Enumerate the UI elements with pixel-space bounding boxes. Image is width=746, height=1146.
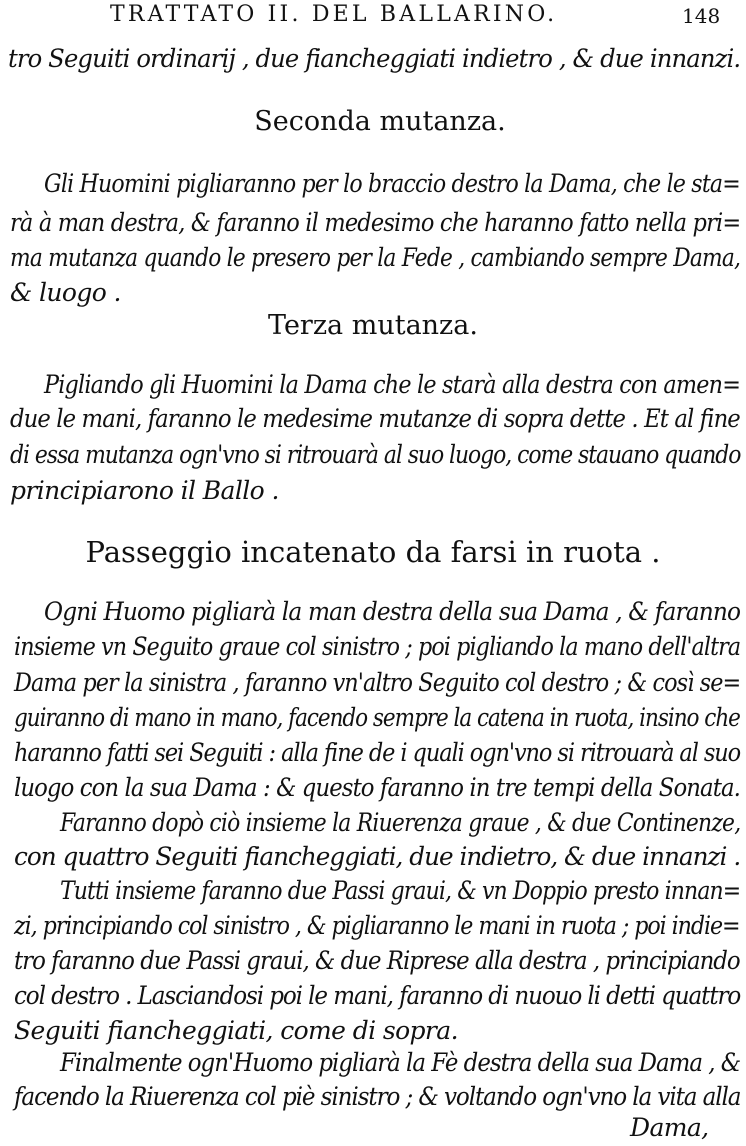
text-line: Tutti insieme faranno due Passi graui, & vn Doppio presto innan= <box>60 876 741 905</box>
text-line: con quattro Seguiti fiancheggiati, due indietro, & due innanzi . <box>14 842 741 871</box>
text-line: principiarono il Ballo . <box>10 476 279 505</box>
section-heading-passeggio: Passeggio incatenato da farsi in ruota . <box>85 535 661 569</box>
text-line: luogo con la sua Dama : & questo faranno in tre tempi della Sonata. <box>14 773 740 802</box>
text-line: Dama per la sinistra , faranno vn'altro Seguito col destro ; & così se= <box>14 668 741 697</box>
text-line: haranno fatti sei Seguiti : alla fine de i quali ogn'vno si ritrouarà al suo <box>14 738 741 767</box>
text-line: zi, principiando col sinistro , & pigliaranno le mani in ruota ; poi indie= <box>14 911 740 940</box>
text-line: Gli Huomini pigliaranno per lo braccio destro la Dama, che le sta= <box>44 169 740 198</box>
section-heading-seconda: Seconda mutanza. <box>254 106 506 137</box>
catchword: Dama, <box>630 1113 709 1142</box>
text-line: tro Seguiti ordinarij , due fiancheggiati indietro , & due innanzi. <box>8 44 741 73</box>
text-line: ma mutanza quando le presero per la Fede , cambiando sempre Dama, <box>10 243 741 272</box>
text-line: col destro . Lasciandosi poi le mani, faranno di nuouo li detti quattro <box>14 981 741 1010</box>
text-line: & luogo . <box>10 278 121 307</box>
text-line: insieme vn Seguito graue col sinistro ; poi pigliando la mano dell'altra <box>14 632 741 661</box>
text-line: Faranno dopò ciò insieme la Riuerenza graue , & due Continenze, <box>60 808 741 837</box>
text-line: tro faranno due Passi graui, & due Riprese alla destra , principiando <box>14 946 740 975</box>
text-line: facendo la Riuerenza col piè sinistro ; & voltando ogn'vno la vita alla <box>14 1082 741 1111</box>
text-line: di essa mutanza ogn'vno si ritrouarà al suo luogo, come stauano quando <box>10 440 741 469</box>
section-heading-terza: Terza mutanza. <box>268 310 478 341</box>
running-header: TRATTATO II. DEL BALLARINO. <box>110 2 558 27</box>
text-line: Pigliando gli Huomini la Dama che le starà alla destra con amen= <box>44 370 741 399</box>
text-line: rà à man destra, & faranno il medesimo che haranno fatto nella pri= <box>10 208 741 237</box>
text-line: Seguiti fiancheggiati, come di sopra. <box>14 1016 458 1045</box>
text-line: due le mani, faranno le medesime mutanze di sopra dette . Et al fine <box>10 404 740 433</box>
page-number: 148 <box>682 4 721 28</box>
text-line: Finalmente ogn'Huomo pigliarà la Fè destra della sua Dama , & <box>60 1048 741 1077</box>
text-line: guiranno di mano in mano, facendo sempre la catena in ruota, insino che <box>14 703 740 732</box>
text-line: Ogni Huomo pigliarà la man destra della sua Dama , & faranno <box>44 597 741 626</box>
